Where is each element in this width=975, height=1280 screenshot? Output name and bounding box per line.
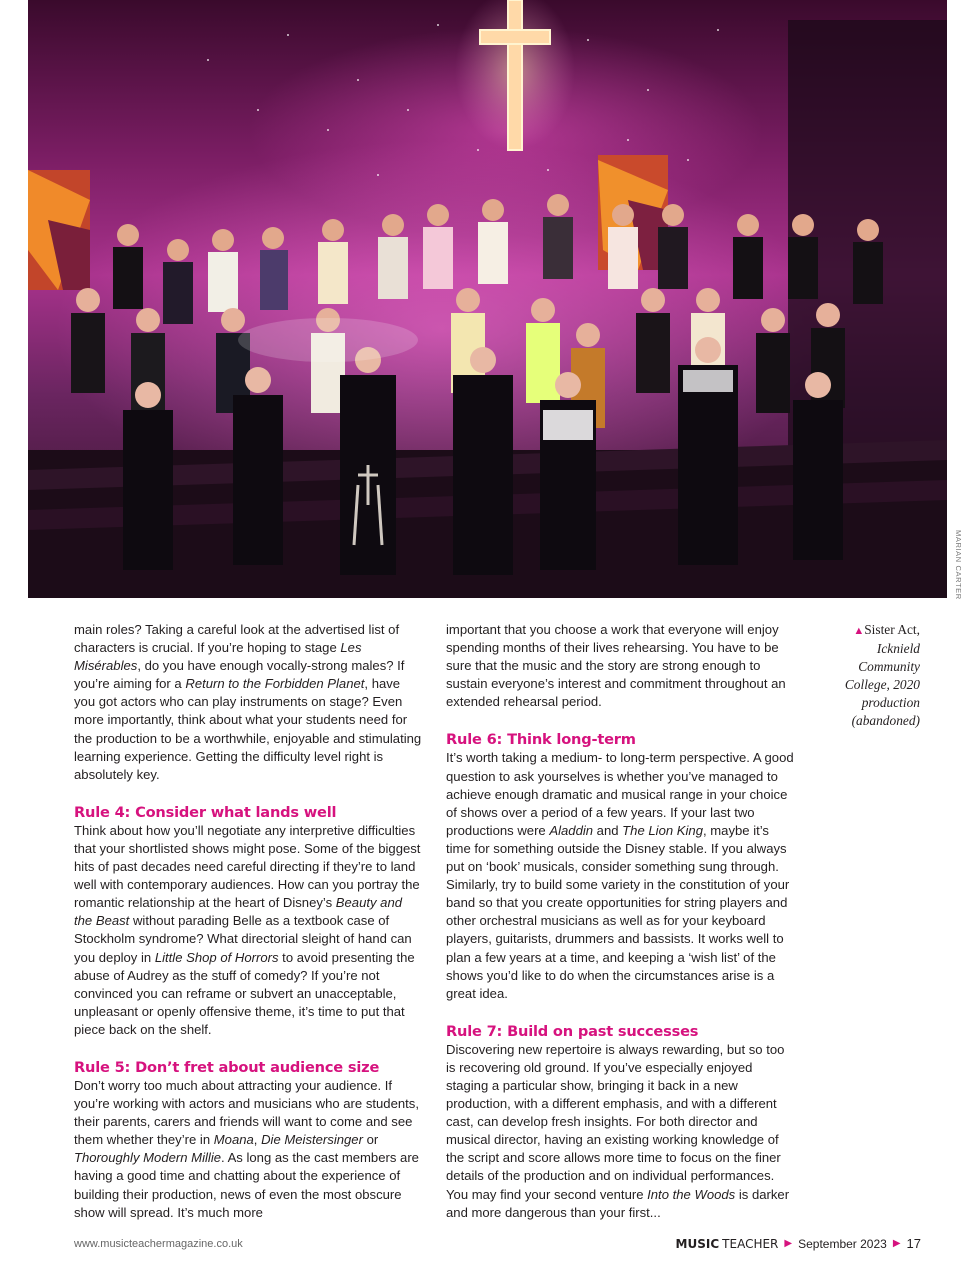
italic-title: Die Meistersinger — [261, 1132, 363, 1148]
column-left — [74, 621, 422, 1222]
paragraph — [446, 621, 794, 711]
italic-title: Little Shop of Horrors — [154, 949, 279, 965]
heading-rule-5: Rule 5: Don’t fret about audience size — [74, 1058, 380, 1076]
text-run: Discovering new repertoire is always rewarding, but so too is recovering old ground. If you’ve especially enjoyed staging a particular show, bringing it back in a new production, with a different emphasis, and with a different cast, can develop fresh insights. For both director and musical director, having an existing working knowledge of the script and score allows more time to focus on the finer details of the production and on individual performances. You may find your second venture — [446, 1041, 785, 1202]
italic-title: Thoroughly Modern Millie — [74, 1150, 222, 1166]
italic-title: Moana — [213, 1132, 254, 1148]
heading-rule-6: Rule 6: Think long-term — [446, 731, 636, 749]
italic-title: The Lion King — [622, 822, 703, 838]
text-run: to avoid presenting the abuse of Audrey as the stuff of comedy? If you’re not convinced you can reframe or subvert an unacceptable, unpleasant or openly offensive theme, it’s time to put that piece back on the shelf. — [74, 949, 415, 1037]
page-number: 17 — [906, 1236, 921, 1251]
photo-caption — [830, 621, 920, 730]
italic-title: Aladdin — [549, 822, 594, 838]
text-run: is darker and more dangerous than your first... — [446, 1186, 790, 1220]
text-run: or — [362, 1132, 379, 1148]
text-run: and — [593, 822, 623, 838]
heading-rule-7: Rule 7: Build on past successes — [446, 1022, 699, 1040]
footer-folio — [676, 1236, 921, 1251]
caption-title: Sister Act, — [864, 622, 920, 637]
hero-photo — [28, 0, 947, 598]
text-run: . As long as the cast members are having a good time and chatting about the experience of building their production, news of even the most obscure show will spread. It’s much more — [74, 1150, 419, 1220]
arrow-icon: ▶ — [784, 1238, 793, 1249]
italic-title: Les Misérables — [74, 640, 362, 674]
paragraph — [74, 1077, 422, 1222]
brand-music: MUSIC — [675, 1236, 720, 1251]
text-run: , have you got actors who can play instruments on stage? Even more importantly, think about what your students need for the production to be a worthwhile, enjoyable and stimulating learning experience. Getting the difficulty level right is absolutely key. — [74, 676, 422, 782]
brand-teacher: TEACHER — [722, 1236, 779, 1251]
paragraph — [446, 1041, 794, 1222]
lit-cross — [455, 0, 575, 150]
paragraph — [74, 822, 422, 1039]
italic-title: Into the Woods — [647, 1186, 736, 1202]
caption-line: (abandoned) — [851, 713, 920, 728]
text-run: , — [253, 1132, 262, 1148]
caption-line: Icknield — [876, 641, 920, 656]
text-run: Think about how you’ll negotiate any interpretive difficulties that your shortlisted shows might pose. Some of the biggest hits of past decades need careful directing if they’re to land well with contemporary audiences. How can you portray the romantic relationship at the heart of Disney’s — [74, 822, 421, 911]
text-run: main roles? Taking a careful look at the advertised list of characters is crucial. If you’re hoping to stage — [74, 622, 400, 656]
column-middle — [446, 621, 794, 1222]
caption-line: Community — [858, 659, 920, 674]
text-run: , maybe it’s time for something outside the Disney stable. If you always put on ‘book’ musicals, consider something sung through. Similarly, try to build some variety in the constitution of your band so that you create opportunities for string players and other orchestral musicians as well as for your keyboard players, guitarists, drummers and bassists. It works well to plan a few years at a time, and keeping a ‘wish list’ of the shows you’d like to do when the circumstances arise is a great idea. — [446, 822, 790, 1001]
arrow-icon: ▶ — [892, 1238, 901, 1249]
photo-credit: MARIAN CARTER — [954, 530, 963, 600]
issue-date: September 2023 — [798, 1236, 887, 1251]
italic-title: Return to the Forbidden Planet — [185, 676, 365, 692]
stained-glass-left — [28, 170, 90, 290]
text-run: Don’t worry too much about attracting your audience. If you’re working with actors and musicians who are students, their parents, carers and friends will want to come and see them whether they’re in — [74, 1077, 419, 1148]
heading-rule-4: Rule 4: Consider what lands well — [74, 803, 337, 821]
page-footer — [74, 1236, 921, 1254]
italic-title: Beauty and the Beast — [74, 895, 403, 929]
caption-line: College, 2020 — [844, 677, 920, 692]
caption-line: production — [861, 695, 920, 710]
text-run: , do you have enough vocally-strong males? If you’re aiming for a — [74, 658, 405, 692]
paragraph — [74, 621, 422, 784]
stage-illustration — [28, 0, 947, 598]
text-run: It’s worth taking a medium- to long-term perspective. A good question to ask yourselves is whether you’ve managed to achieve enough dramatic and musical range in your choice of shows over a period of a few years. If your last two productions were — [446, 750, 794, 838]
caption-triangle-icon: ▲ — [853, 625, 865, 637]
website-url[interactable]: www.musicteachermagazine.co.uk — [74, 1238, 243, 1250]
text-run: without parading Belle as a textbook case of Stockholm syndrome? What directorial sleight of hand can you deploy in — [74, 913, 412, 965]
text-run: important that you choose a work that everyone will enjoy spending months of their lives rehearsing. You have to be sure that the music and the story are strong enough to sustain everyone’s interest and commitment throughout an extended rehearsal period. — [446, 622, 786, 710]
paragraph — [446, 749, 794, 1002]
